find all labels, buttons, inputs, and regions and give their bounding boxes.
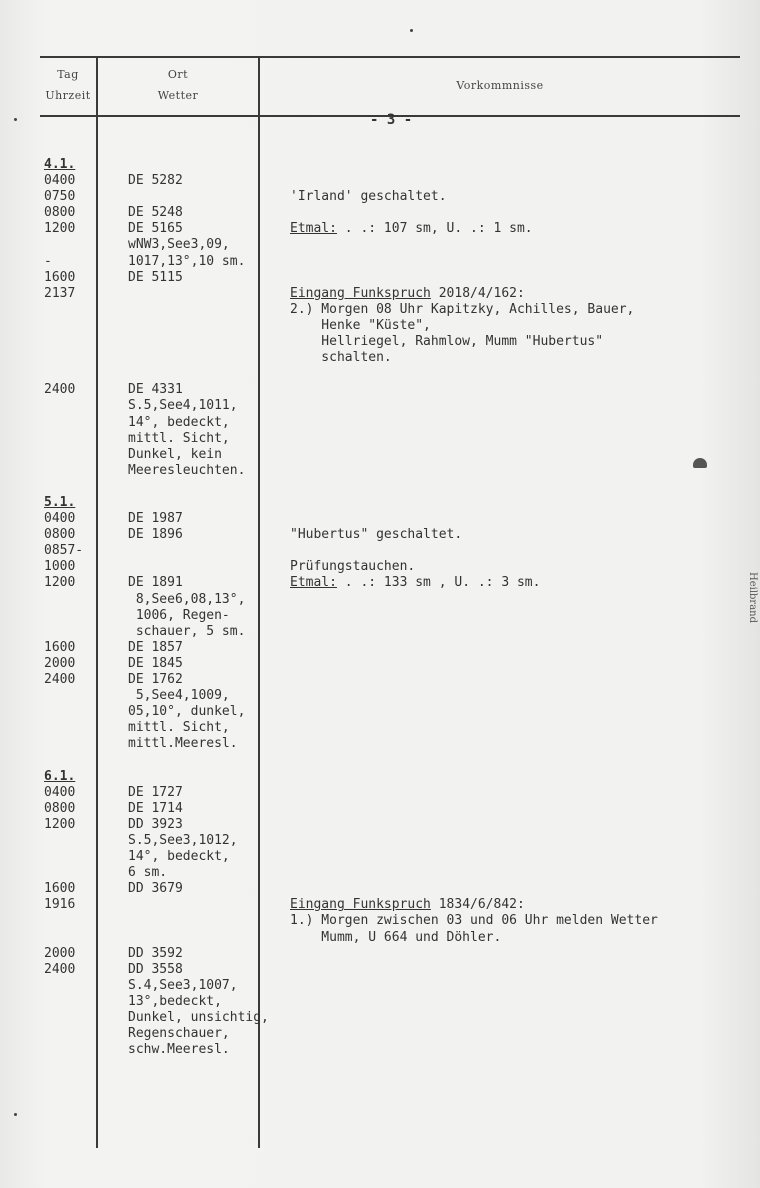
- header-uhrzeit: Uhrzeit: [45, 89, 91, 102]
- time-cell: [44, 752, 96, 768]
- place-cell: [128, 318, 308, 334]
- place-cell: DE 1857: [128, 639, 183, 655]
- margin-dot: [14, 1113, 17, 1116]
- event-cell: Etmal: . .: 133 sm , U. .: 3 sm.: [290, 575, 541, 591]
- event-cell: [290, 543, 752, 559]
- event-cell: Hellriegel, Rahmlow, Mumm "Hubertus": [290, 334, 604, 350]
- time-cell: [44, 318, 96, 334]
- time-cell: [44, 366, 96, 382]
- place-cell: DE 5115: [128, 269, 183, 285]
- place-cell: [128, 157, 308, 173]
- place-cell: Regenschauer,: [128, 1026, 230, 1042]
- time-cell: [44, 849, 96, 865]
- event-cell: [290, 270, 752, 286]
- time-cell: 1600: [44, 881, 76, 897]
- time-cell: 0400: [44, 173, 76, 189]
- place-cell: DE 5248: [128, 205, 183, 221]
- time-cell: [44, 624, 96, 640]
- event-cell: [290, 431, 752, 447]
- event-cell: [290, 704, 752, 720]
- time-cell: [44, 479, 96, 495]
- event-cell: [290, 157, 752, 173]
- time-cell: 2000: [44, 945, 76, 961]
- time-cell: [44, 302, 96, 318]
- time-cell: [44, 431, 96, 447]
- place-cell: [128, 769, 308, 785]
- header-date-time: [40, 64, 96, 106]
- event-cell: Eingang Funkspruch 2018/4/162:: [290, 285, 525, 301]
- event-cell: [290, 237, 752, 253]
- event-cell: [290, 736, 752, 752]
- event-cell: [290, 173, 752, 189]
- time-cell: 1600: [44, 639, 76, 655]
- event-cell: [290, 769, 752, 785]
- place-cell: mittl.Meeresl.: [128, 736, 238, 752]
- time-cell: [44, 865, 96, 881]
- event-cell: [290, 785, 752, 801]
- place-cell: schw.Meeresl.: [128, 1042, 230, 1058]
- underlined-keyword: Etmal:: [290, 221, 337, 237]
- time-cell: 2137: [44, 285, 76, 301]
- time-cell: [44, 415, 96, 431]
- time-cell: 0800: [44, 527, 76, 543]
- event-cell: [290, 978, 752, 994]
- time-cell: 2400: [44, 382, 76, 398]
- margin-dot: [14, 118, 17, 121]
- time-cell: [44, 1042, 96, 1058]
- underlined-keyword: Etmal:: [290, 575, 337, 591]
- event-cell: [290, 366, 752, 382]
- place-cell: DD 3679: [128, 881, 183, 897]
- event-cell: 1.) Morgen zwischen 03 und 06 Uhr melden Wetter: [290, 913, 658, 929]
- time-cell: [44, 398, 96, 414]
- event-cell: [290, 415, 752, 431]
- time-cell: 1200: [44, 575, 76, 591]
- event-cell: [290, 382, 752, 398]
- time-cell: [44, 720, 96, 736]
- time-cell: 1200: [44, 816, 76, 832]
- time-cell: 0400: [44, 511, 76, 527]
- table-top-rule: [40, 56, 740, 58]
- event-cell: [290, 1010, 752, 1026]
- time-cell: [44, 994, 96, 1010]
- time-cell: [44, 350, 96, 366]
- time-column: [44, 157, 96, 1058]
- time-cell: [44, 913, 96, 929]
- time-cell: [44, 978, 96, 994]
- column-divider-1: [96, 58, 98, 1148]
- header-wetter: Wetter: [157, 89, 199, 102]
- place-cell: [128, 302, 308, 318]
- place-cell: mittl. Sicht,: [128, 430, 230, 446]
- event-cell: Etmal: . .: 107 sm, U. .: 1 sm.: [290, 221, 533, 237]
- time-cell: [44, 608, 96, 624]
- event-cell: [290, 398, 752, 414]
- event-cell: [290, 881, 752, 897]
- event-cell: [290, 205, 752, 221]
- place-cell: [128, 495, 308, 511]
- event-cell: schalten.: [290, 350, 392, 366]
- place-cell: [128, 543, 308, 559]
- event-cell: [290, 656, 752, 672]
- place-cell: DE 4331: [128, 382, 183, 398]
- event-cell: [290, 479, 752, 495]
- header-tag: Tag: [57, 68, 79, 81]
- place-cell: S.5,See4,1011,: [128, 398, 238, 414]
- place-cell: DD 3923: [128, 816, 183, 832]
- time-cell: [44, 1026, 96, 1042]
- place-cell: DE 1891: [128, 575, 183, 591]
- time-cell: [44, 688, 96, 704]
- event-cell: [290, 752, 752, 768]
- time-cell: 0800: [44, 205, 76, 221]
- place-cell: DE 1845: [128, 655, 183, 671]
- place-cell: S.5,See3,1012,: [128, 832, 238, 848]
- time-cell: [44, 1010, 96, 1026]
- place-cell: 1006, Regen-: [128, 607, 230, 623]
- place-cell: 6 sm.: [128, 865, 168, 881]
- header-ort: Ort: [167, 68, 189, 81]
- time-cell: 1916: [44, 897, 76, 913]
- event-cell: 'Irland' geschaltet.: [290, 189, 447, 205]
- event-cell: Eingang Funkspruch 1834/6/842:: [290, 897, 525, 913]
- header-events: Vorkommnisse: [456, 79, 544, 92]
- event-cell: [290, 592, 752, 608]
- event-cell: [290, 672, 752, 688]
- time-cell: 1000: [44, 559, 76, 575]
- time-cell: 0750: [44, 189, 76, 205]
- time-cell: [44, 736, 96, 752]
- place-cell: [128, 752, 308, 768]
- place-cell: 13°,bedeckt,: [128, 993, 222, 1009]
- place-cell: Dunkel, kein: [128, 446, 222, 462]
- time-cell: [44, 463, 96, 479]
- time-cell: [44, 237, 96, 253]
- event-cell: [290, 946, 752, 962]
- place-cell: DE 1896: [128, 527, 183, 543]
- time-cell: 0857-: [44, 543, 84, 559]
- event-cell: [290, 608, 752, 624]
- place-cell: [128, 913, 308, 929]
- event-cell: [290, 511, 752, 527]
- place-cell: DE 5165: [128, 221, 183, 237]
- event-column: [290, 157, 752, 1058]
- time-cell: 2400: [44, 961, 76, 977]
- time-cell: [44, 447, 96, 463]
- event-cell: [290, 624, 752, 640]
- event-cell: Henke "Küste",: [290, 317, 431, 333]
- event-cell: [290, 801, 752, 817]
- event-cell: [290, 495, 752, 511]
- event-cell: [290, 817, 752, 833]
- place-cell: [128, 350, 308, 366]
- place-cell: Dunkel, unsichtig,: [128, 1009, 269, 1025]
- place-column: [128, 157, 308, 1058]
- underlined-keyword: Eingang Funkspruch: [290, 285, 431, 301]
- day-date: 4.1.: [44, 157, 76, 172]
- place-cell: Meeresleuchten.: [128, 462, 246, 478]
- place-cell: [128, 366, 308, 382]
- header-place-weather: [98, 64, 258, 106]
- place-cell: 1017,13°,10 sm.: [128, 253, 246, 269]
- place-cell: 05,10°, dunkel,: [128, 704, 246, 720]
- day-date: 5.1.: [44, 494, 76, 510]
- place-cell: 8,See6,08,13°,: [128, 591, 246, 607]
- time-cell: 0400: [44, 784, 76, 800]
- event-cell: Prüfungstauchen.: [290, 559, 416, 575]
- event-cell: 2.) Morgen 08 Uhr Kapitzky, Achilles, Bauer,: [290, 301, 635, 317]
- time-cell: [44, 930, 96, 946]
- event-cell: [290, 688, 752, 704]
- place-cell: [128, 189, 308, 205]
- underlined-keyword: Eingang Funkspruch: [290, 897, 431, 913]
- event-cell: [290, 1026, 752, 1042]
- place-cell: schauer, 5 sm.: [128, 623, 246, 639]
- place-cell: DD 3558: [128, 961, 183, 977]
- place-cell: mittl. Sicht,: [128, 720, 230, 736]
- place-cell: [128, 559, 308, 575]
- event-cell: [290, 849, 752, 865]
- time-cell: 1200: [44, 221, 76, 237]
- place-cell: 14°, bedeckt,: [128, 414, 230, 430]
- time-cell: 2000: [44, 655, 76, 671]
- event-cell: [290, 720, 752, 736]
- time-cell: [44, 833, 96, 849]
- place-cell: DE 1714: [128, 800, 183, 816]
- event-cell: [290, 833, 752, 849]
- event-cell: "Hubertus" geschaltet.: [290, 527, 463, 543]
- place-cell: [128, 897, 308, 913]
- place-cell: 14°, bedeckt,: [128, 849, 230, 865]
- event-cell: [290, 994, 752, 1010]
- place-cell: [128, 479, 308, 495]
- place-cell: [128, 286, 308, 302]
- place-cell: [128, 334, 308, 350]
- page-number: - 3 -: [370, 112, 413, 128]
- event-cell: [290, 865, 752, 881]
- event-cell: [290, 640, 752, 656]
- place-cell: DE 5282: [128, 173, 183, 189]
- place-cell: DE 1727: [128, 784, 183, 800]
- place-cell: wNW3,See3,09,: [128, 237, 230, 253]
- day-date: 6.1.: [44, 768, 76, 784]
- event-cell: [290, 1042, 752, 1058]
- event-cell: [290, 447, 752, 463]
- event-cell: [290, 254, 752, 270]
- time-cell: [44, 704, 96, 720]
- time-cell: 2400: [44, 672, 76, 687]
- place-cell: S.4,See3,1007,: [128, 977, 238, 993]
- event-cell: [290, 463, 752, 479]
- time-cell: [44, 334, 96, 350]
- time-cell: [44, 592, 96, 608]
- event-cell: [290, 962, 752, 978]
- place-cell: DE 1987: [128, 511, 183, 527]
- place-cell: DD 3592: [128, 945, 183, 961]
- margin-dot: [410, 29, 413, 32]
- event-cell: Mumm, U 664 und Döhler.: [290, 929, 502, 945]
- time-cell: 0800: [44, 800, 76, 816]
- ink-blot: [693, 458, 707, 468]
- place-cell: 5,See4,1009,: [128, 688, 230, 704]
- place-cell: [128, 930, 308, 946]
- side-label: Heilbrand: [747, 572, 758, 624]
- place-cell: DE 1762: [128, 672, 183, 687]
- time-cell: 1600: [44, 269, 76, 285]
- time-cell: -: [44, 253, 52, 269]
